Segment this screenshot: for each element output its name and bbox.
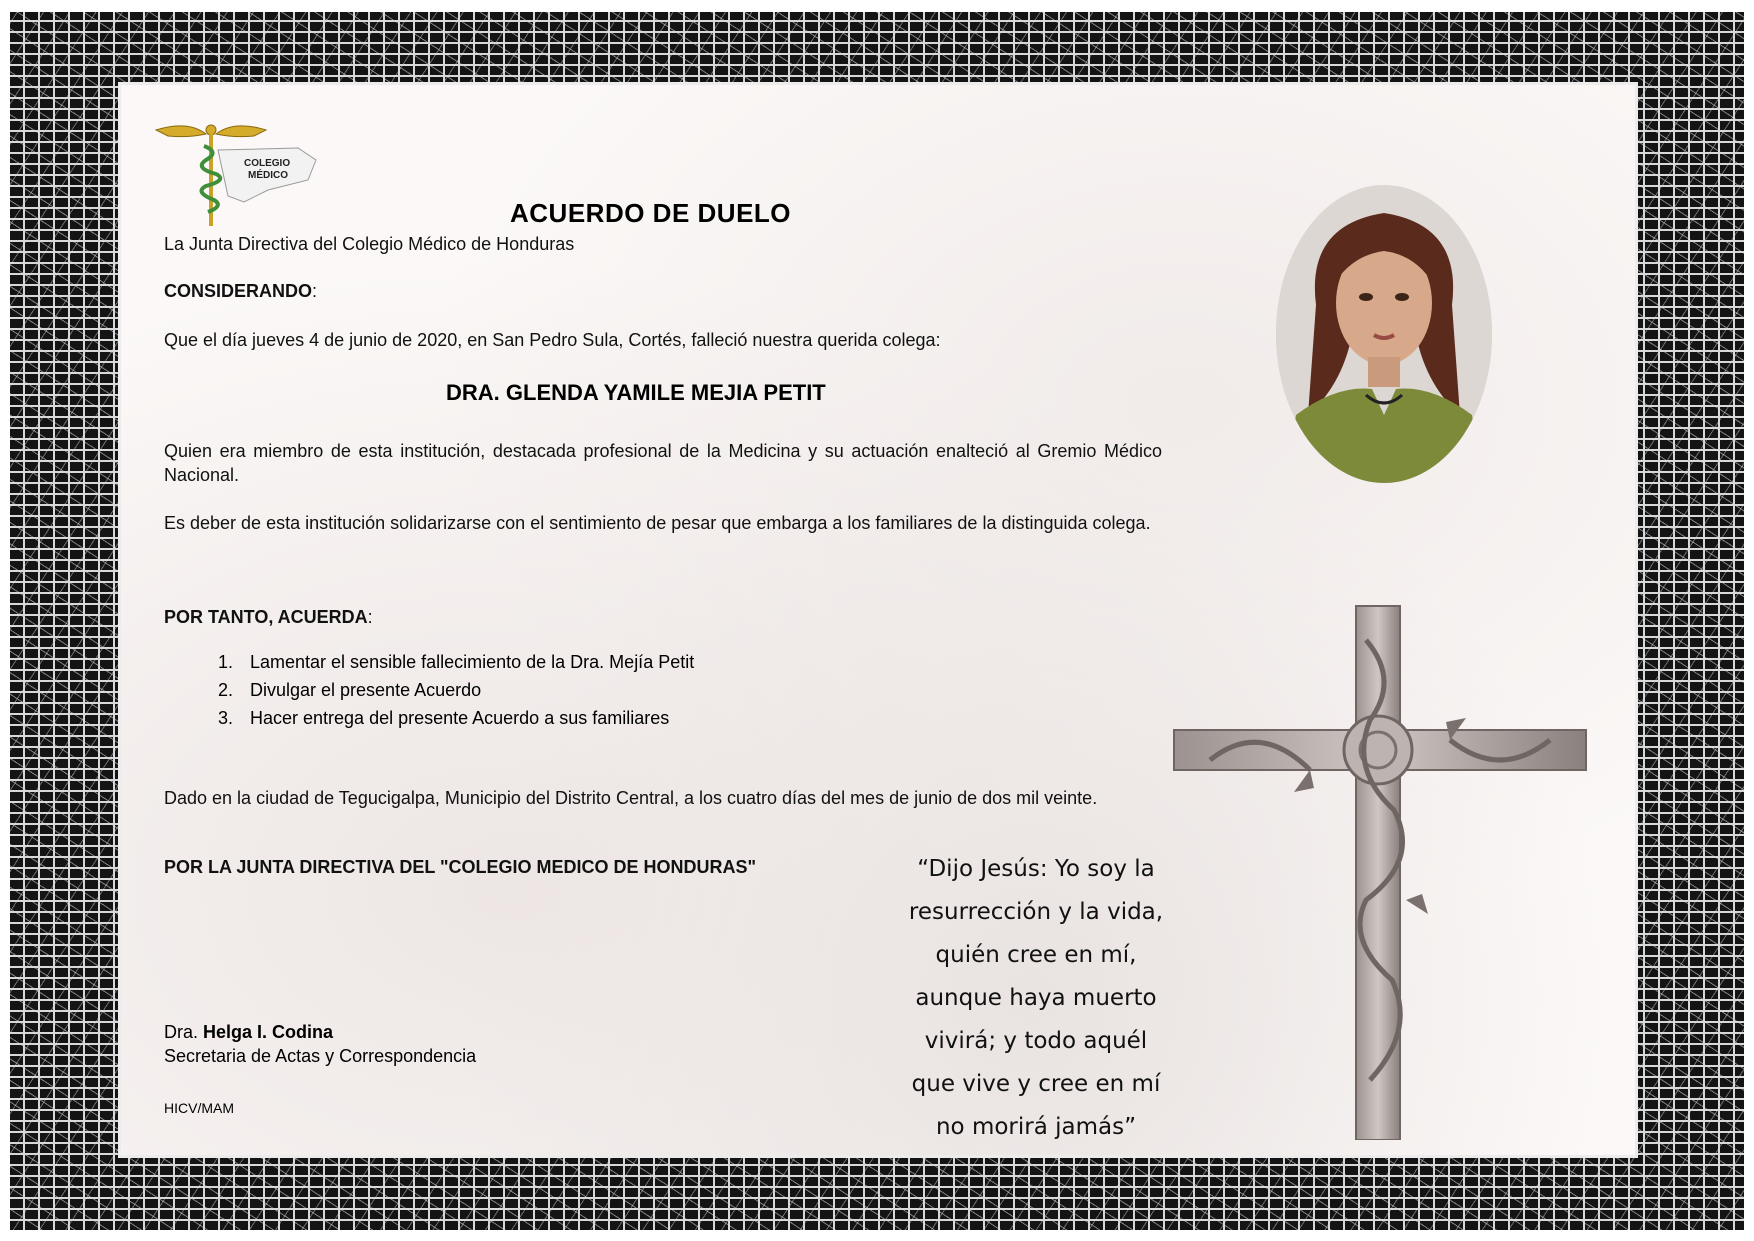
por-tanto-label: POR TANTO, ACUERDA <box>164 607 368 627</box>
resolution-item: 2. Divulgar el presente Acuerdo <box>238 676 694 704</box>
logo-text-line1: COLEGIO <box>244 158 291 169</box>
resolution-item: 1. Lamentar el sensible fallecimiento de la Dra. Mejía Petit <box>238 648 694 676</box>
signer-name: Helga I. Codina <box>203 1022 334 1042</box>
reference-initials: HICV/MAM <box>164 1100 234 1116</box>
paragraph-member: Quien era miembro de esta institución, destacada profesional de la Medicina y su actuación enalteció al Gremio Médico Nacional. <box>164 441 1162 485</box>
resolution-item: 3. Hacer entrega del presente Acuerdo a sus familiares <box>238 704 694 732</box>
bible-quote: “Dijo Jesús: Yo soy la resurrección y la vida, quién cree en mí, aunque haya muerto vivirá; y todo aquél que vive y cree en mí no morirá jamás” <box>908 856 1164 1140</box>
paragraph-solidarity: Es deber de esta institución solidarizarse con el sentimiento de pesar que embarga a los familiares de la distinguida colega. <box>164 513 1151 533</box>
board-line: POR LA JUNTA DIRECTIVA DEL "COLEGIO MEDICO DE HONDURAS" <box>164 857 757 877</box>
logo-text-line2: MÉDICO <box>248 170 288 181</box>
paragraph-death-notice: Que el día jueves 4 de junio de 2020, en San Pedro Sula, Cortés, falleció nuestra querida colega: <box>164 330 941 350</box>
considerando-colon: : <box>312 281 318 301</box>
signer-prefix: Dra. <box>164 1022 204 1042</box>
intro-line: La Junta Directiva del Colegio Médico de Honduras <box>164 234 575 254</box>
resolutions-list <box>164 648 694 732</box>
signer-title: Secretaria de Actas y Correspondencia <box>164 1046 477 1066</box>
considerando-heading <box>164 279 317 303</box>
crucifix-image <box>1170 600 1590 1140</box>
deceased-name: DRA. GLENDA YAMILE MEJIA PETIT <box>446 380 826 405</box>
colegio-medico-logo <box>148 120 318 230</box>
closing-paragraph: Dado en la ciudad de Tegucigalpa, Municipio del Distrito Central, a los cuatro días del mes de junio de dos mil veinte. <box>164 788 1098 808</box>
deceased-photo <box>1276 185 1492 483</box>
signer-line <box>164 1022 333 1043</box>
por-tanto-heading <box>164 605 373 629</box>
portrait-image <box>1276 185 1492 483</box>
por-tanto-colon: : <box>367 607 373 627</box>
considerando-label: CONSIDERANDO <box>164 281 313 301</box>
document-title: ACUERDO DE DUELO <box>510 198 792 228</box>
